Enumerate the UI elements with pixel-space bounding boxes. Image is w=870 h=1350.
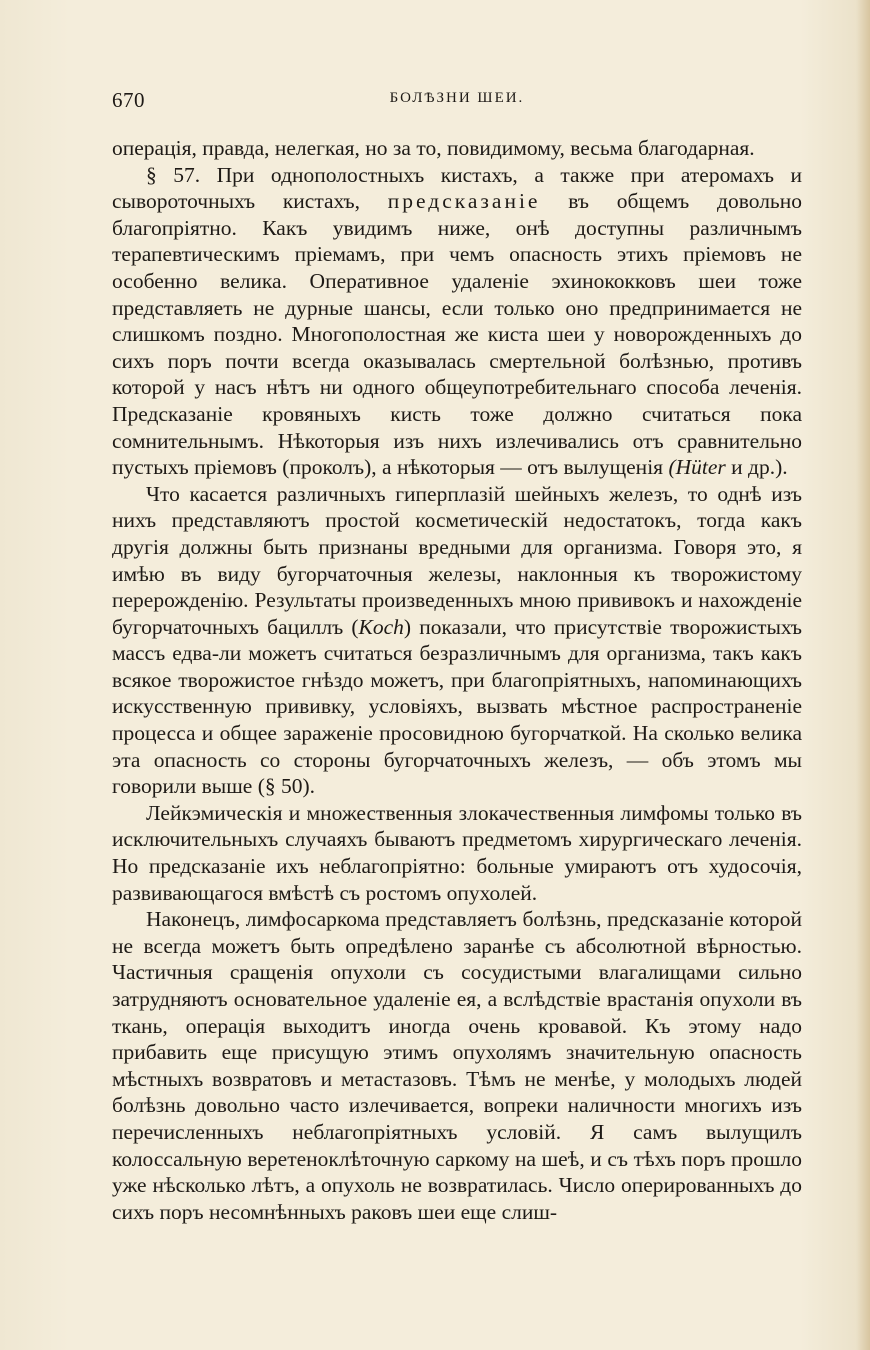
author-citation: Koch <box>358 614 404 639</box>
running-title: БОЛѢЗНИ ШЕИ. <box>389 90 525 106</box>
paragraph-hyperplasia <box>112 481 802 800</box>
paragraph-lymphosarcoma: Наконецъ, лимфосаркома представляетъ болѣзнь, предсказаніе которой не всегда можетъ быть опредѣлено заранѣе съ абсолютной вѣрностью. Частичныя сращенія опухоли съ сосудистыми влагалищами сильно затрудняютъ основательное удаленіе ея, а вслѣдствіе врастанія опухоли въ ткань, операція выходитъ иногда очень кровавой. Къ этому надо прибавить еще присущую этимъ опухолямъ значительную опасность мѣстныхъ возвратовъ и метастазовъ. Тѣмъ не менѣе, у молодыхъ людей болѣзнь довольно часто излечивается, вопреки наличности многихъ изъ перечисленныхъ неблагопріятныхъ условій. Я самъ вылущилъ колоссальную веретеноклѣточную саркому на шеѣ, и съ тѣхъ поръ прошло уже нѣсколько лѣтъ, а опухоль не возвратилась. Число оперированныхъ до сихъ поръ несомнѣнныхъ раковъ шеи еще слиш- <box>112 907 802 1224</box>
page-number: 670 <box>112 88 145 112</box>
body-text <box>112 135 802 1225</box>
paragraph-section-57 <box>112 162 802 481</box>
paragraph-lymphomas: Лейкэмическія и множественныя злокачественныя лимфомы только въ исключительныхъ случаяхъ бываютъ предметомъ хирургическаго леченія. Но предсказаніе ихъ неблагопріятно: больные умираютъ отъ худосочія, развивающагося вмѣстѣ съ ростомъ опухолей. <box>112 800 802 905</box>
paragraph-text: Что касается различныхъ гиперплазій шейныхъ железъ, то однѣ изъ нихъ представляютъ простой косметическій недостатокъ, тогда какъ другія должны быть признаны вредными для организма. Говоря это, я имѣю въ виду бугорчаточныя железы, наклонныя къ творожистому перерожденію. Результаты произведенныхъ мною прививокъ и нахожденіе бугорчаточныхъ бациллъ ( <box>112 481 802 639</box>
emphasized-term: предсказаніе <box>387 189 541 214</box>
paragraph-text: и др.). <box>725 455 788 480</box>
paragraph-text: § 57. При однополостныхъ кистахъ, а также при атеромахъ и сывороточныхъ кистахъ, <box>112 162 802 214</box>
paragraph-text: ) показали, что присутствіе творожистыхъ массъ едва-ли можетъ считаться безразличнымъ для организма, такъ какъ всякое творожистое гнѣздо можетъ, при благопріятныхъ, напоминающихъ искусственную прививку, условіяхъ, вызвать мѣстное распространеніе процесса и общее зараженіе просовидною бугорчаткой. На сколько велика эта опасность со стороны бугорчаточныхъ железъ, — объ этомъ мы говорили выше (§ 50). <box>112 614 802 799</box>
author-citation: (Hüter <box>668 455 726 480</box>
page-header <box>112 88 802 118</box>
paragraph-continuation: операція, правда, нелегкая, но за то, повидимому, весьма благодарная. <box>112 136 755 160</box>
paragraph-text: въ общемъ довольно благопріятно. Какъ увидимъ ниже, онѣ доступны различнымъ терапевтическимъ пріемамъ, при чемъ опасность этихъ пріемовъ не особенно велика. Оперативное удаленіе эхинококковъ шеи тоже представляеть не дурные шансы, если только оно предпринимается не слишкомъ поздно. Многополостная же киста шеи у новорожденныхъ до сихъ поръ почти всегда оказывалась смертельной болѣзнью, противъ которой у насъ нѣтъ ни одного общеупотребительнаго способа леченія. Предсказаніе кровяныхъ кисть тоже должно считаться пока сомнительнымъ. Нѣкоторыя изъ нихъ излечивались отъ сравнительно пустыхъ пріемовъ (проколъ), а нѣкоторыя — отъ вылущенія <box>112 189 802 480</box>
